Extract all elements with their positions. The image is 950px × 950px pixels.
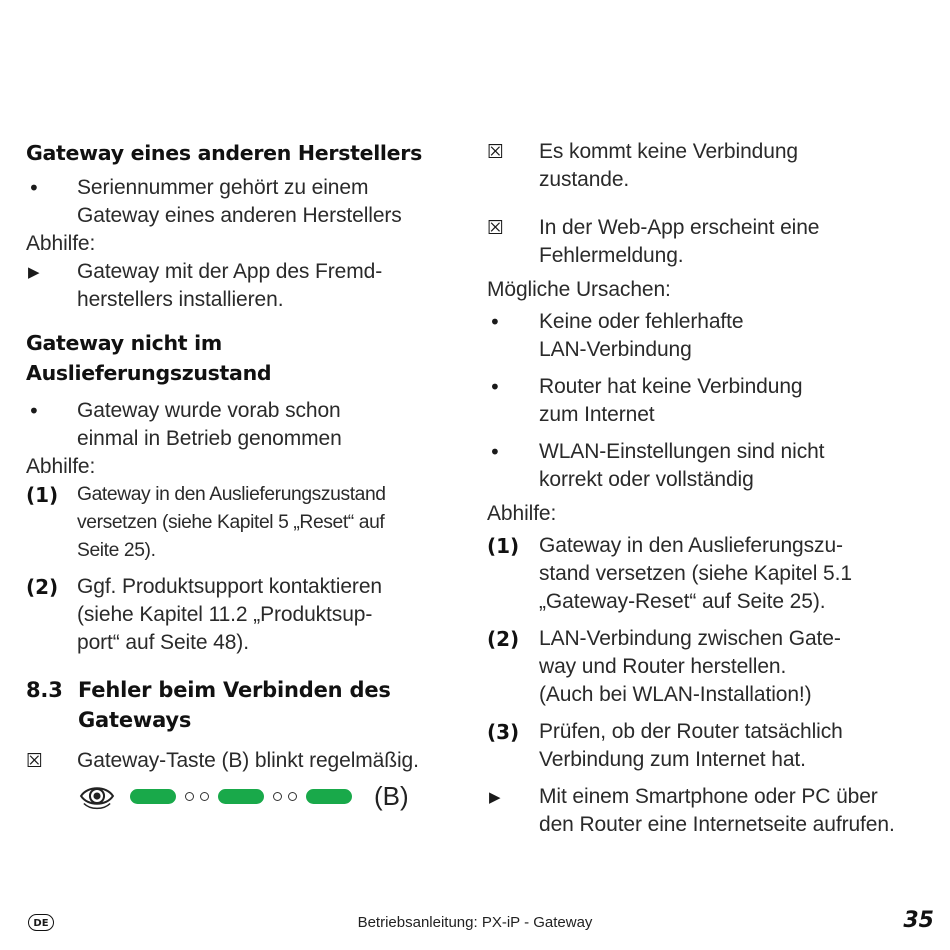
left-column: [26, 138, 451, 813]
check-no-connection: ☒ Es kommt keine Verbindung zustande.: [487, 140, 798, 191]
remedy-label: Abhilfe:: [26, 455, 96, 478]
heading-not-delivery: Gateway nicht im Auslieferungszustand: [26, 331, 272, 385]
checkbox-icon: ☒: [487, 141, 505, 163]
action-other-vendor: ▶ Gateway mit der App des Fremd- herstellers installieren.: [28, 260, 383, 311]
step-item: (3) Prüfen, ob der Router tatsächlich Verbindung zum Internet hat.: [487, 720, 843, 771]
step-number: (1): [487, 534, 520, 558]
page-number: 35: [903, 908, 934, 933]
right-column: [487, 138, 927, 839]
cause-item: • WLAN-Einstellungen sind nicht korrekt oder vollständig: [489, 440, 825, 491]
causes-label: Mögliche Ursachen:: [487, 278, 671, 301]
checkbox-icon: ☒: [487, 217, 505, 239]
led-on-icon: [218, 789, 264, 804]
section-heading: 8.3 Fehler beim Verbinden des Gateways: [26, 675, 451, 735]
step-number: (1): [26, 483, 59, 507]
checkbox-icon: ☒: [26, 750, 44, 772]
step-number: (3): [487, 720, 520, 744]
bullet-marker: •: [489, 310, 501, 334]
led-off-icon: [200, 792, 209, 801]
cause-item: • Router hat keine Verbindung zum Internet: [489, 375, 803, 426]
step-number: (2): [487, 627, 520, 651]
led-off-icon: [185, 792, 194, 801]
footer-title: Betriebsanleitung: PX-iP - Gateway: [357, 914, 593, 931]
step-item: (2) Ggf. Produktsupport kontaktieren (siehe Kapitel 11.2 „Produktsup- port“ auf Seite 48).: [26, 575, 382, 654]
led-on-icon: [130, 789, 176, 804]
step-number: (2): [26, 575, 59, 599]
action-triangle-icon: ▶: [28, 263, 40, 281]
bullet-other-vendor: • Seriennummer gehört zu einem Gateway eines anderen Herstellers: [28, 176, 402, 227]
remedy-label: Abhilfe:: [487, 502, 557, 525]
check-error-message: ☒ In der Web-App erscheint eine Fehlermeldung.: [487, 216, 820, 267]
action-triangle-icon: ▶: [489, 788, 501, 806]
bullet-not-delivery: • Gateway wurde vorab schon einmal in Betrieb genommen: [28, 399, 342, 450]
bullet-marker: •: [489, 375, 501, 399]
heading-other-vendor: Gateway eines anderen Herstellers: [26, 141, 422, 165]
bullet-marker: •: [28, 399, 40, 423]
section-number: 8.3: [26, 678, 63, 702]
language-badge: DE: [28, 914, 54, 931]
led-button-label: (B): [374, 780, 409, 811]
final-action: ▶ Mit einem Smartphone oder PC über den Router eine Internetseite aufrufen.: [489, 785, 895, 836]
bullet-marker: •: [28, 176, 40, 200]
page-footer: [0, 910, 950, 940]
eye-icon: [78, 781, 116, 811]
led-off-icon: [273, 792, 282, 801]
cause-item: • Keine oder fehlerhafte LAN-Verbindung: [489, 310, 744, 361]
led-on-icon: [306, 789, 352, 804]
remedy-label: Abhilfe:: [26, 232, 96, 255]
bullet-marker: •: [489, 440, 501, 464]
led-blink-pattern: [26, 779, 451, 813]
step-item: (2) LAN-Verbindung zwischen Gate- way und Router herstellen. (Auch bei WLAN-Installation!): [487, 627, 841, 706]
step-item: (1) Gateway in den Auslieferungszu- stand versetzen (siehe Kapitel 5.1 „Gateway-Reset“ auf Seite 25).: [487, 534, 852, 613]
check-blink: ☒ Gateway-Taste (B) blinkt regelmäßig.: [26, 747, 451, 775]
led-off-icon: [288, 792, 297, 801]
step-item: (1) Gateway in den Auslieferungszustand versetzen (siehe Kapitel 5 „Reset“ auf Seite 25).: [26, 483, 386, 561]
